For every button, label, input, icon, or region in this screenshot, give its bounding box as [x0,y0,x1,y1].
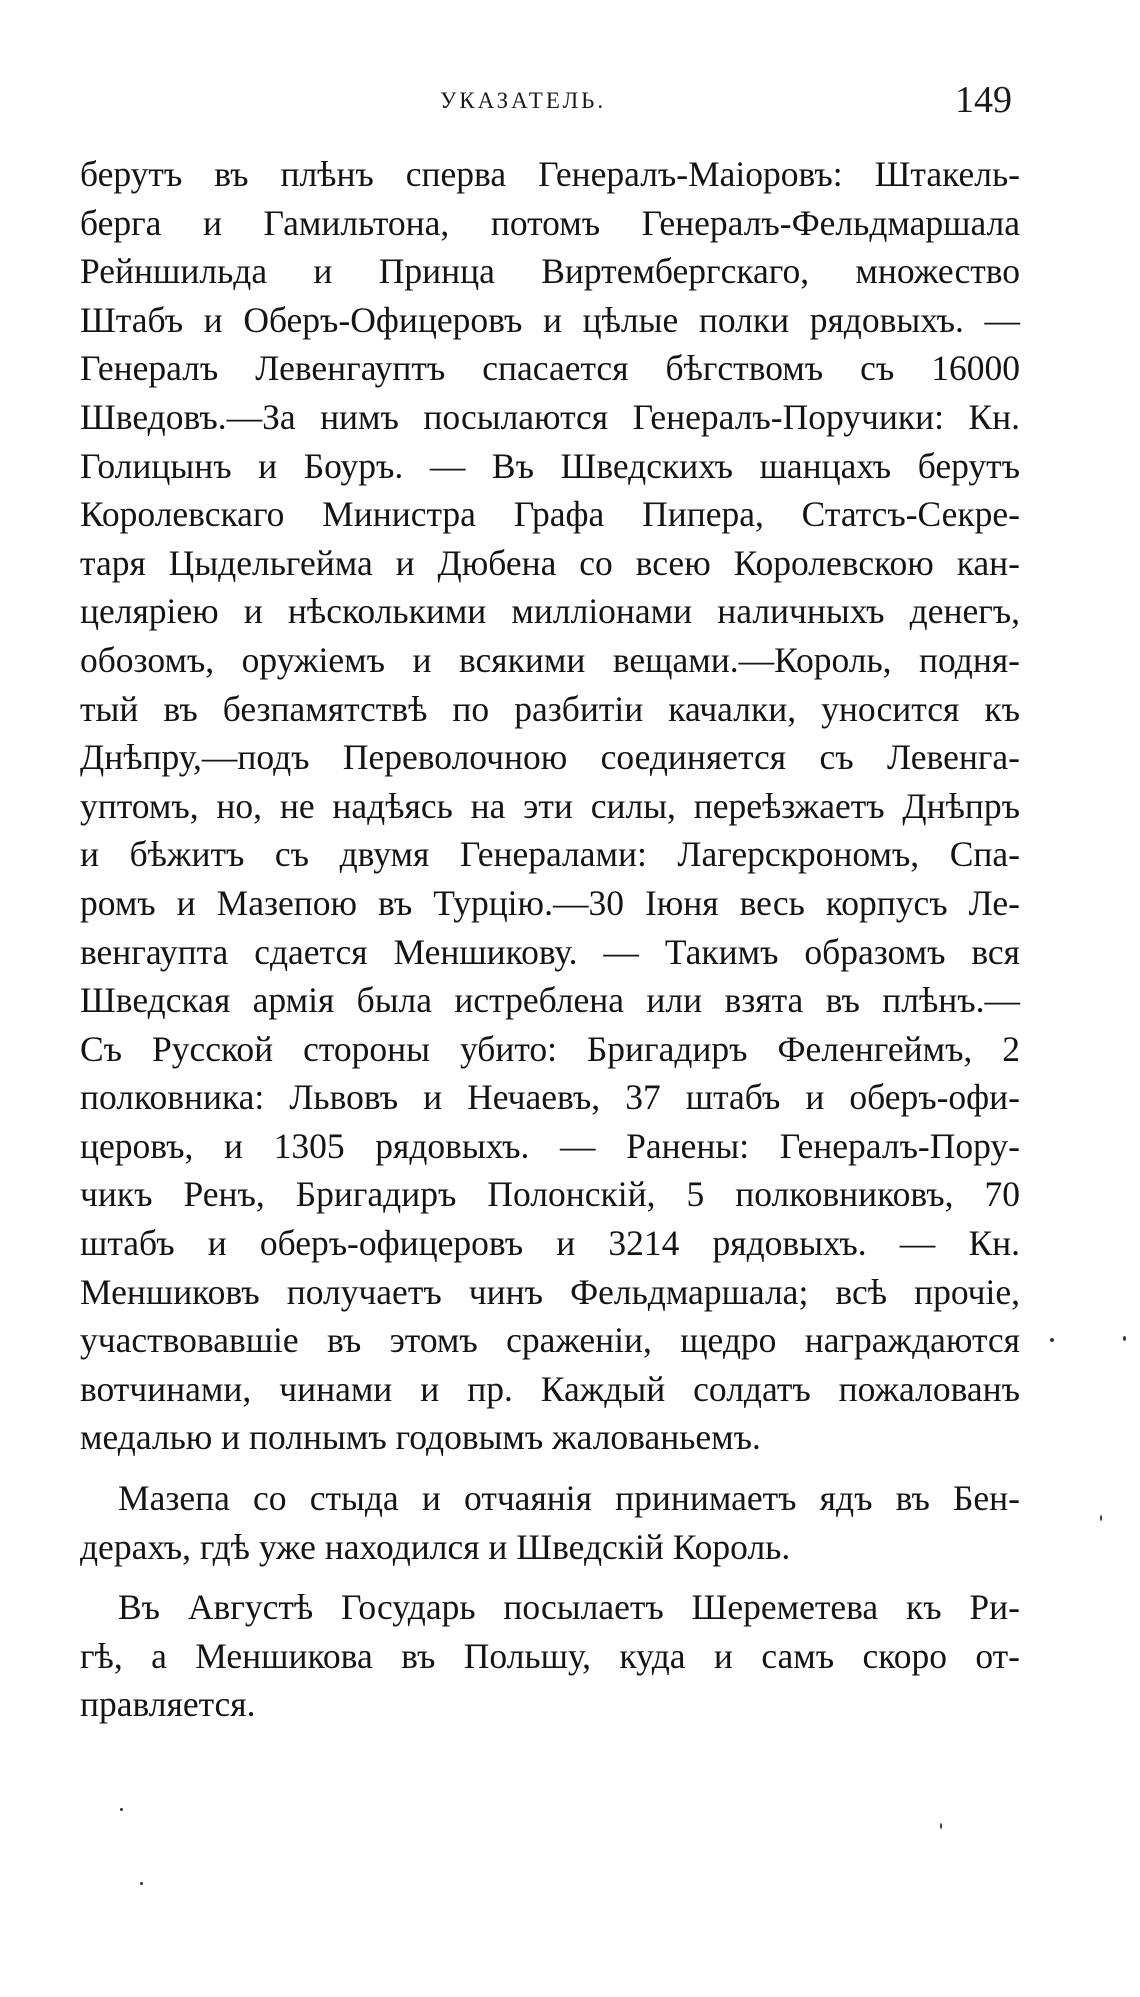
text-line: Днѣпру,—подъ Переволочною соединяется съ Левенга- [80,737,1020,778]
text-line: целяріею и нѣсколькими милліонами наличныхъ денегъ, [80,591,1020,632]
text-line: берутъ въ плѣнъ сперва Генералъ-Маіоровъ: Штакель- [80,154,1020,194]
text-line: церовъ, и 1305 рядовыхъ. — Ранены: Генералъ-Пору- [80,1125,1020,1166]
text-line: берга и Гамильтона, потомъ Генералъ-Фельдмаршала [80,202,1020,243]
text-line: Шведовъ.—За нимъ посылаются Генералъ-Поручики: Кн. [80,396,1020,437]
text-line: Рейншильда и Принца Виртембергскаго, множество [80,251,1020,292]
text-line: медалью и полнымъ годовымъ жалованьемъ. [80,1417,761,1458]
text-line: Королевскаго Министра Графа Пипера, Статсъ-Секре- [80,494,1020,535]
text-line: чикъ Ренъ, Бригадиръ Полонскій, 5 полковниковъ, 70 [80,1174,1020,1215]
print-speck [1123,1336,1126,1341]
text-line: и бѣжитъ съ двумя Генералами: Лагерскрономъ, Спа- [80,834,1020,875]
text-line: ромъ и Мазепою въ Турцію.—30 Іюня весь корпусъ Ле- [80,882,1020,923]
paragraph-gap [80,1462,1020,1474]
text-line: уптомъ, но, не надѣясь на эти силы, переѣзжаетъ Днѣпръ [80,785,1020,826]
text-line: таря Цыдельгейма и Дюбена со всею Королевскою кан- [80,542,1020,583]
text-line: правляется. [80,1684,256,1725]
text-line: Штабъ и Оберъ-Офицеровъ и цѣлые полки рядовыхъ. — [80,299,1020,340]
page-number: 149 [955,79,1012,121]
text-line: Въ Августѣ Государь посылаетъ Шереметева къ Ри- [118,1587,1020,1628]
paragraph-gap [80,1571,1020,1583]
paragraph-1 [80,150,1020,1462]
print-speck [120,1808,123,1811]
text-line: штабъ и оберъ-офицеровъ и 3214 рядовыхъ. — Кн. [80,1223,1020,1264]
text-line: венгаупта сдается Меншикову. — Такимъ образомъ вся [80,931,1020,972]
text-line: вотчинами, чинами и пр. Каждый солдатъ пожалованъ [80,1368,1020,1409]
text-line: Мазепа со стыда и отчаянія принимаетъ ядъ въ Бен- [118,1478,1020,1519]
print-speck [940,1823,942,1829]
text-line: гѣ, а Меншикова въ Польшу, куда и самъ скоро от- [80,1635,1020,1676]
paragraph-2 [80,1474,1020,1571]
text-line: Генералъ Левенгауптъ спасается бѣгствомъ съ 16000 [80,348,1020,389]
paragraph-3 [80,1583,1020,1729]
print-speck [1100,1515,1102,1521]
text-line: участвовавшіе въ этомъ сраженіи, щедро награждаются [80,1320,1020,1361]
text-line: Шведская армія была истреблена или взята въ плѣнъ.— [80,980,1020,1021]
text-line: полковника: Львовъ и Нечаевъ, 37 штабъ и оберъ-офи- [80,1077,1020,1118]
print-speck [140,1882,143,1885]
text-line: тый въ безпамятствѣ по разбитіи качалки, уносится къ [80,688,1020,729]
running-head: УКАЗАТЕЛЬ. [440,88,607,113]
text-line: Меншиковъ получаетъ чинъ Фельдмаршала; всѣ прочіе, [80,1271,1020,1312]
text-line: обозомъ, оружіемъ и всякими вещами.—Король, подня- [80,639,1020,680]
text-line: Голицынъ и Боуръ. — Въ Шведскихъ шанцахъ берутъ [80,445,1020,486]
body-text [80,150,1020,1729]
print-speck [1050,1338,1054,1342]
text-line: Съ Русской стороны убито: Бригадиръ Феленгеймъ, 2 [80,1028,1020,1069]
text-line: дерахъ, гдѣ уже находился и Шведскій Король. [80,1526,791,1567]
